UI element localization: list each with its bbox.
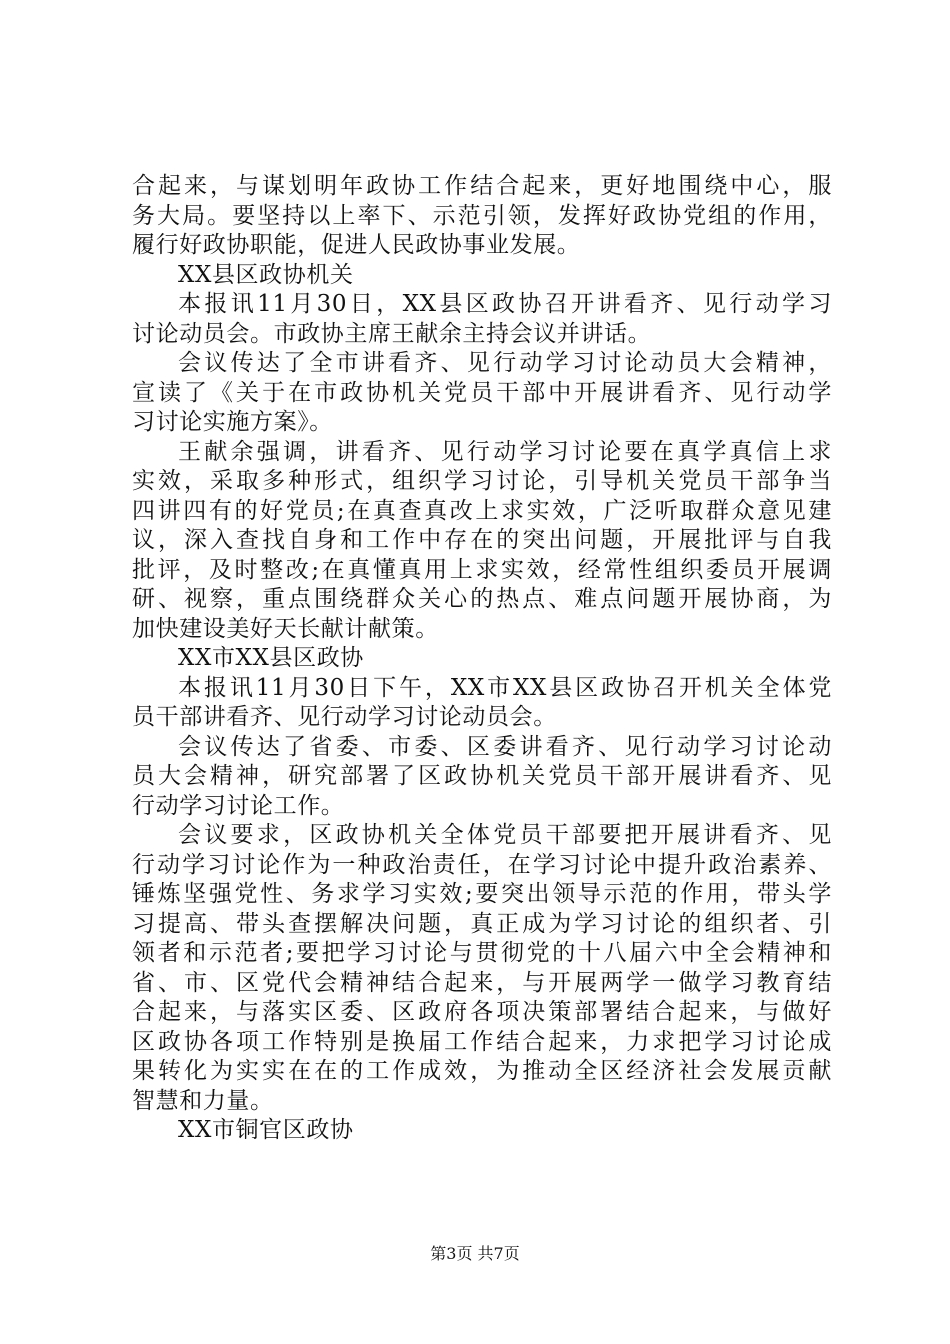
text-line: 宣读了《关于在市政协机关党员干部中开展讲看齐、见行动学 [132,379,832,406]
text-line: 本报讯11月30日下午，XX市XX县区政协召开机关全体党 [178,674,832,701]
text-line: 加快建设美好天长献计献策。 [132,615,439,642]
text-line: 研、视察，重点围绕群众关心的热点、难点问题开展协商，为 [132,586,832,612]
text-line: 行动学习讨论作为一种政治责任，在学习讨论中提升政治素养、 [132,851,832,878]
text-line: 合起来，与谋划明年政协工作结合起来，更好地围绕中心，服 [132,173,832,199]
text-line: 合起来，与落实区委、区政府各项决策部署结合起来，与做好 [132,999,832,1025]
text-line: 会议传达了省委、市委、区委讲看齐、见行动学习讨论动 [178,733,832,760]
text-line: 领者和示范者;要把学习讨论与贯彻党的十八届六中全会精神和 [132,940,832,966]
text-line: 习提高、带头查摆解决问题，真正成为学习讨论的组织者、引 [132,910,832,937]
text-line: 王献余强调，讲看齐、见行动学习讨论要在真学真信上求 [178,438,832,465]
text-line: 批评，及时整改;在真懂真用上求实效，经常性组织委员开展调 [132,556,832,583]
text-line: XX市铜官区政协 [178,1117,354,1143]
text-line: 员大会精神，研究部署了区政协机关党员干部开展讲看齐、见 [132,763,832,789]
text-line: 会议要求，区政协机关全体党员干部要把开展讲看齐、见 [178,822,832,848]
text-line: 习讨论实施方案》。 [132,409,333,435]
text-line: 务大局。要坚持以上率下、示范引领，发挥好政协党组的作用， [132,202,832,229]
document-body [132,172,832,1146]
text-line: 省、市、区党代会精神结合起来，与开展两学一做学习教育结 [132,969,832,996]
text-line: 会议传达了全市讲看齐、见行动学习讨论动员大会精神， [178,350,832,376]
text-line: 锤炼坚强党性、务求学习实效;要突出领导示范的作用，带头学 [132,881,832,907]
page-number-footer: 第3页 共7页 [430,1244,520,1263]
text-line: 本报讯11月30日，XX县区政协召开讲看齐、见行动学习 [178,291,832,317]
text-line: 四讲四有的好党员;在真查真改上求实效，广泛听取群众意见建 [132,497,832,524]
text-line: 履行好政协职能，促进人民政协事业发展。 [132,232,581,258]
text-line: 行动学习讨论工作。 [132,792,345,819]
text-line: XX市XX县区政协 [178,645,364,671]
text-line: 议，深入查找自身和工作中存在的突出问题，开展批评与自我 [132,527,832,553]
text-line: XX县区政协机关 [178,261,354,288]
text-line: 讨论动员会。市政协主席王献余主持会议并讲话。 [132,320,652,347]
text-line: 员干部讲看齐、见行动学习讨论动员会。 [132,704,557,730]
text-line: 区政协各项工作特别是换届工作结合起来，力求把学习讨论成 [132,1028,832,1055]
text-line: 果转化为实实在在的工作成效，为推动全区经济社会发展贡献 [132,1058,832,1084]
text-line: 实效，采取多种形式，组织学习讨论，引导机关党员干部争当 [132,468,832,494]
text-line: 智慧和力量。 [132,1087,274,1114]
